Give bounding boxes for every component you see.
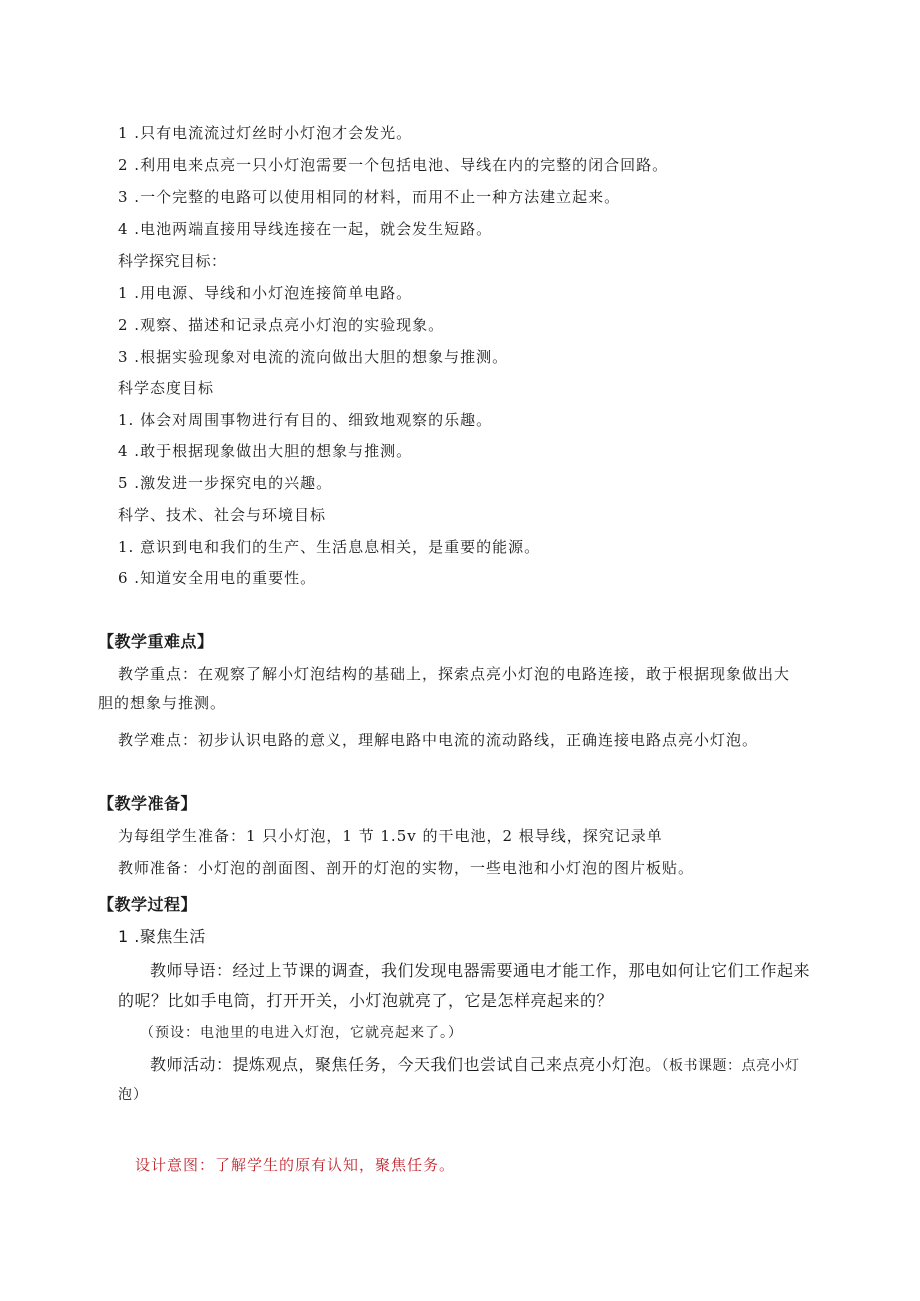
teaching-focus-line2: 胆的想象与推测。 (98, 694, 227, 712)
attitude-goal-2: 4 .敢于根据现象做出大胆的想象与推测。 (118, 442, 413, 460)
knowledge-goal-2: 2 .利用电来点亮一只小灯泡需要一个包括电池、导线在内的完整的闭合回路。 (118, 156, 669, 174)
teacher-intro-line1: 教师导语：经过上节课的调查，我们发现电器需要通电才能工作，那电如何让它们工作起来 (150, 961, 811, 980)
inquiry-goal-2: 2 .观察、描述和记录点亮小灯泡的实验现象。 (118, 316, 445, 334)
board-title-note: （板书课题：点亮小灯 (661, 1058, 800, 1074)
inquiry-goals-title: 科学探究目标： (118, 252, 227, 270)
teacher-activity (150, 1055, 800, 1076)
knowledge-goal-1: 1 .只有电流流过灯丝时小灯泡才会发光。 (118, 124, 413, 142)
stse-goal-1: 1. 意识到电和我们的生产、生活息息相关，是重要的能源。 (118, 538, 541, 556)
teaching-focus-line1: 教学重点：在观察了解小灯泡结构的基础上，探索点亮小灯泡的电路连接，敢于根据现象做出大 (118, 665, 791, 683)
knowledge-goal-4: 4 .电池两端直接用导线连接在一起，就会发生短路。 (118, 220, 493, 238)
attitude-goals-title: 科学态度目标 (118, 379, 215, 397)
teacher-preparation: 教师准备：小灯泡的剖面图、剖开的灯泡的实物，一些电池和小灯泡的图片板贴。 (118, 859, 695, 877)
preset-answer: （预设：电池里的电进入灯泡，它就亮起来了。） (140, 1025, 463, 1041)
inquiry-goal-3: 3 .根据实验现象对电流的流向做出大胆的想象与推测。 (118, 348, 509, 366)
preparation-heading: 【教学准备】 (98, 794, 198, 813)
design-intent: 设计意图：了解学生的原有认知，聚焦任务。 (135, 1156, 456, 1174)
attitude-goal-1: 1. 体会对周围事物进行有目的、细致地观察的乐趣。 (118, 411, 493, 429)
process-heading: 【教学过程】 (98, 895, 198, 914)
board-title-note-cont: 泡） (118, 1087, 148, 1103)
key-points-heading: 【教学重难点】 (98, 632, 214, 651)
stse-goal-2: 6 .知道安全用电的重要性。 (118, 569, 317, 587)
knowledge-goal-3: 3 .一个完整的电路可以使用相同的材料，而用不止一种方法建立起来。 (118, 188, 621, 206)
attitude-goal-3: 5 .激发进一步探究电的兴趣。 (118, 474, 333, 492)
teacher-intro-line2: 的呢？比如手电筒，打开开关，小灯泡就亮了，它是怎样亮起来的？ (118, 991, 614, 1010)
stse-goals-title: 科学、技术、社会与环境目标 (118, 506, 327, 524)
student-preparation: 为每组学生准备：1 只小灯泡，1 节 1.5v 的干电池，2 根导线，探究记录单 (118, 827, 663, 845)
teaching-difficulty: 教学难点：初步认识电路的意义，理解电路中电流的流动路线，正确连接电路点亮小灯泡。 (118, 731, 759, 749)
inquiry-goal-1: 1 .用电源、导线和小灯泡连接简单电路。 (118, 284, 413, 302)
teacher-activity-main: 教师活动：提炼观点，聚焦任务，今天我们也尝试自己来点亮小灯泡。 (150, 1055, 662, 1074)
step1-title: 1 .聚焦生活 (118, 927, 206, 946)
